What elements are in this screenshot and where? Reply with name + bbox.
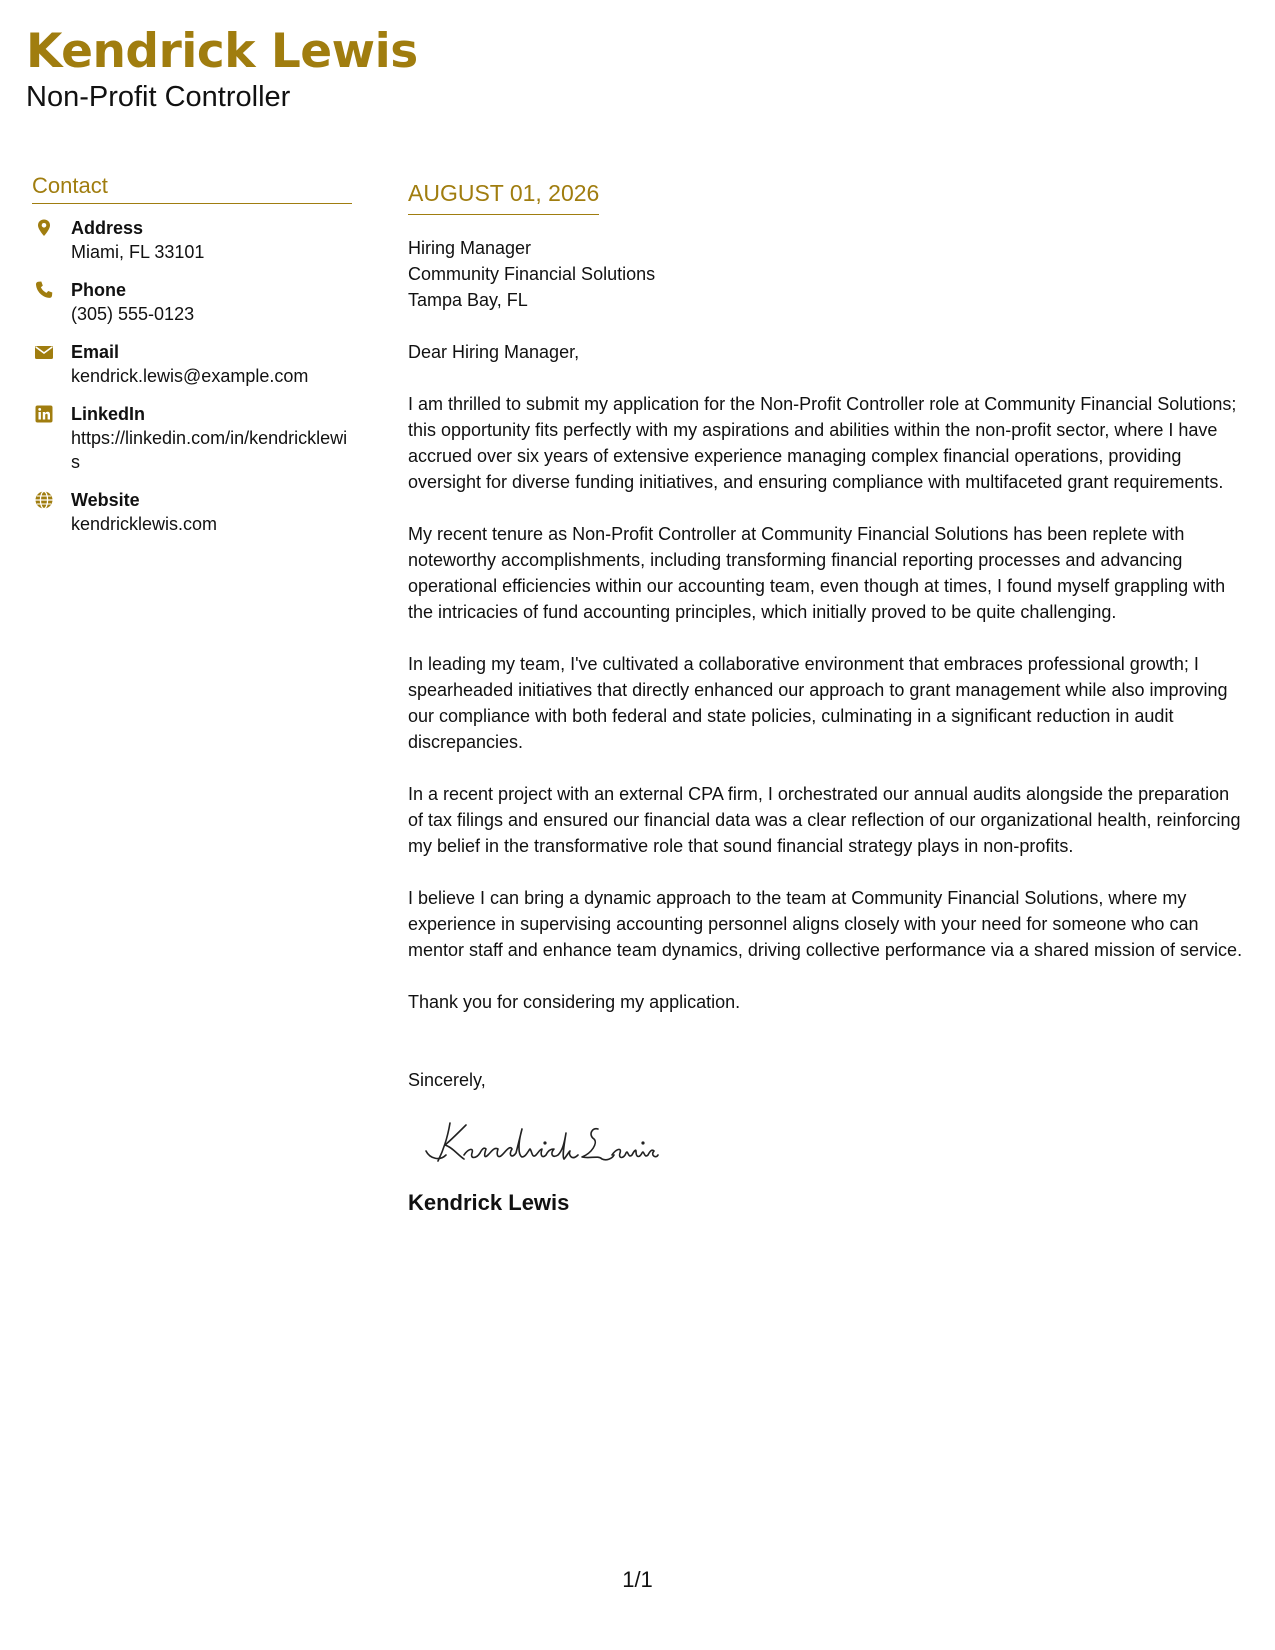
signer-name: Kendrick Lewis xyxy=(408,1190,570,1215)
contact-label: Address xyxy=(71,218,144,238)
letter-paragraph: I am thrilled to submit my application for the Non-Profit Controller role at Community Financial Solutions; this opportunity fits perfectly with my aspirations and abilities within the non-profit sector, where I have accrued over six years of extensive experience managing complex financial operations, providing oversight for diverse funding initiatives, and ensuring compliance with multifaceted grant requirements. xyxy=(408,394,1237,492)
website-value[interactable]: kendricklewis.com xyxy=(71,514,218,534)
email-value[interactable]: kendrick.lewis@example.com xyxy=(71,366,309,386)
address-value: Miami, FL 33101 xyxy=(71,242,205,262)
contact-item-linkedin xyxy=(32,402,352,474)
page-number: 1/1 xyxy=(622,1567,653,1592)
letter-paragraph: Thank you for considering my application. xyxy=(408,992,741,1012)
phone-icon xyxy=(34,280,54,300)
recipient-line: Hiring Manager xyxy=(408,238,532,258)
contact-label: LinkedIn xyxy=(71,404,146,424)
resume-header xyxy=(26,22,418,114)
map-pin-icon xyxy=(34,218,54,238)
contact-item-address xyxy=(32,216,352,264)
contact-section-title: Contact xyxy=(32,172,352,204)
handwritten-signature xyxy=(422,1115,662,1171)
contact-label: Phone xyxy=(71,280,127,300)
linkedin-value[interactable]: https://linkedin.com/in/kendricklewis xyxy=(71,428,348,472)
contact-sidebar xyxy=(32,172,352,550)
contact-label: Email xyxy=(71,342,120,362)
letter-date: AUGUST 01, 2026 xyxy=(408,178,599,215)
cover-letter-body xyxy=(408,178,1248,1217)
contact-item-email xyxy=(32,340,352,388)
linkedin-icon xyxy=(34,404,54,424)
contact-label: Website xyxy=(71,490,140,510)
closing: Sincerely, xyxy=(408,1070,486,1090)
recipient-line: Tampa Bay, FL xyxy=(408,290,528,310)
contact-list xyxy=(32,216,352,536)
globe-icon xyxy=(34,490,54,510)
contact-item-website xyxy=(32,488,352,536)
contact-item-phone xyxy=(32,278,352,326)
phone-value: (305) 555-0123 xyxy=(71,304,195,324)
letter-paragraph: In leading my team, I've cultivated a collaborative environment that embraces professional growth; I spearheaded initiatives that directly enhanced our approach to grant management while also improving our compliance with both federal and state policies, culminating in a significant reduction in audit discrepancies. xyxy=(408,654,1228,752)
applicant-name: Kendrick Lewis xyxy=(26,24,418,79)
salutation: Dear Hiring Manager, xyxy=(408,342,580,362)
letter-paragraph: In a recent project with an external CPA firm, I orchestrated our annual audits alongside the preparation of tax filings and ensured our financial data was a clear reflection of our organizational health, reinforcing my belief in the transformative role that sound financial strategy plays in non-profits. xyxy=(408,784,1241,856)
letter-paragraph: My recent tenure as Non-Profit Controller at Community Financial Solutions has been replete with noteworthy accomplishments, including transforming financial reporting processes and advancing operational efficiencies within our accounting team, even though at times, I found myself grappling with the intricacies of fund accounting principles, which initially proved to be quite challenging. xyxy=(408,524,1226,622)
envelope-icon xyxy=(34,342,54,362)
applicant-title: Non-Profit Controller xyxy=(26,81,291,113)
letter-paragraph: I believe I can bring a dynamic approach to the team at Community Financial Solutions, where my experience in supervising accounting personnel aligns closely with your need for someone who can mentor staff and enhance team dynamics, driving collective performance via a shared mission of service. xyxy=(408,888,1243,960)
recipient-block xyxy=(408,235,1248,313)
recipient-line: Community Financial Solutions xyxy=(408,264,656,284)
